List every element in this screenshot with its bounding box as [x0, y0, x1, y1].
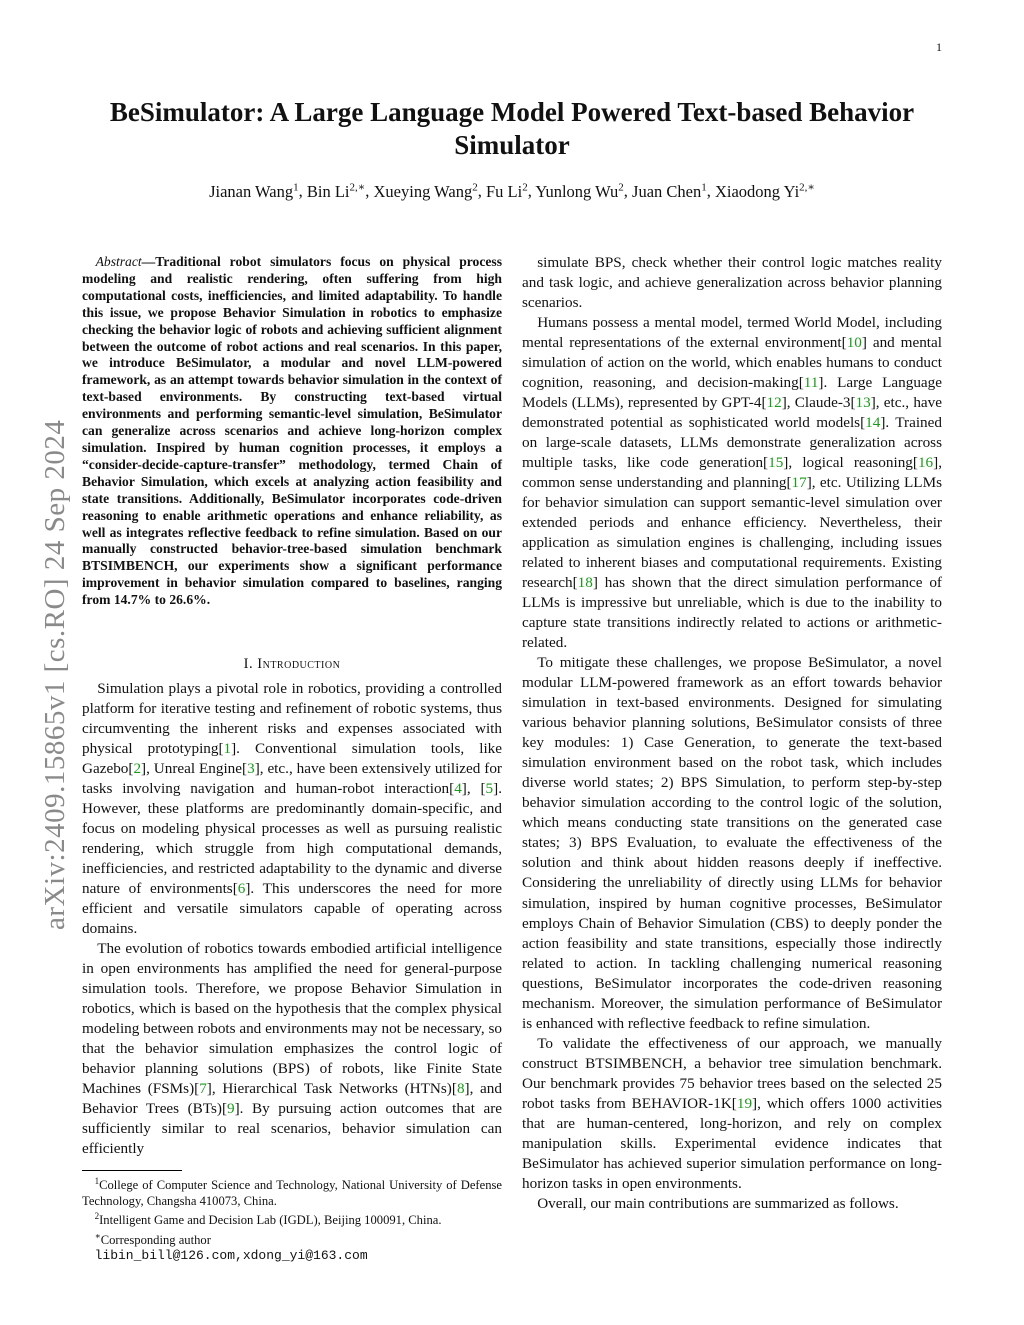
- author: Xiaodong $Yi^{2,∗}$: [714, 181, 815, 201]
- paragraph-text: ]. By pursuing action outcomes that are sufficiently similar to real scenarios, behavior simulation can efficiently: [82, 1100, 502, 1158]
- paragraph-text: ]. Large Language Models (LLMs), represented by GPT-4[: [522, 374, 942, 412]
- arxiv-identifier-stamp: arXiv:2409.15865v1 [cs.RO] 24 Sep 2024: [39, 419, 71, 930]
- section-heading-introduction: I. Introduction: [243, 656, 341, 672]
- paragraph-text: ], common sense understanding and planning[: [522, 454, 942, 492]
- author: Xueying Wang$^2$: [373, 181, 478, 201]
- paragraph-text: ], etc., have demonstrated potential as sophisticated world models[: [522, 394, 942, 432]
- paper-title: BeSimulator: A Large Language Model Powered Text-based Behavior Simulator: [109, 97, 915, 160]
- paragraph-text: ], logical reasoning[: [783, 454, 918, 472]
- abstract-label: Abstract: [95, 254, 142, 269]
- abstract-text: —Traditional robot simulators focus on physical process modeling and realistic rendering, often suffering from high computational costs, inefficiencies, and limited adaptability. To handle this issue, we propose Behavior Simulation in robotics to emphasize checking the behavior logic of robots and achieving sufficient alignment between the outcome of robot actions and real scenarios. In this paper, we introduce BeSimulator, a modular and novel LLM-powered framework, as an attempt towards behavior simulation in the context of text-based environments. By constructing text-based virtual environments and performing semantic-level simulation, BeSimulator can generalize across scenarios and achieve long-horizon complex simulation. Inspired by human cognition processes, it employs a “consider-decide-capture-transfer” methodology, termed Chain of Behavior Simulation, which excels at analyzing action feasibility and state transitions. Additionally, BeSimulator incorporates code-driven reasoning to enable arithmetic operations and enhance reliability, as well as integrates reflective feedback to refine simulation. Based on our manually constructed behavior-tree-based simulation benchmark BTSIMBENCH, our experiments show a significant performance improvement in behavior simulation compared to baselines, ranging from 14.7% to 26.6%.: [82, 254, 502, 608]
- citation-link[interactable]: 4: [454, 780, 462, 798]
- body-paragraph: [522, 1194, 942, 1214]
- footnote: $^2$Intelligent Game and Decision Lab (IGDL), Beijing 100091, China.: [94, 1211, 442, 1228]
- citation-link[interactable]: 5: [485, 780, 494, 798]
- citation-link[interactable]: 2: [133, 760, 142, 778]
- paragraph-text: ]. Conventional simulation tools, like Gazebo[: [82, 740, 502, 778]
- paragraph-text: simulate BPS, check whether their control logic matches reality and task logic, and achieve generalization across behavior planning scenarios.: [522, 254, 942, 312]
- citation-link[interactable]: 10: [846, 334, 862, 352]
- abstract: [82, 254, 502, 609]
- paragraph-text: To mitigate these challenges, we propose BeSimulator, a novel modular LLM-powered framework as an effort towards behavior simulation in text-based environments. Designed for simulating various behavior planning solutions, BeSimulator consists of three key modules: 1) Case Generation, to generate the text-based simulation environment based on the robot task, which includes diverse world states; 2) BPS Simulation, to perform step-by-step behavior simulation according to the control logic of the solution, which means conducting state transitions on the generated case states; 3) BPS Evaluation, to evaluate the effectiveness of the solution and think about hidden reasons deeply if ineffective. Considering the unreliability of directly using LLMs for behavior simulation, inspired by human cognitive processes, BeSimulator employs Chain of Behavior Simulation (CBS) to deeply ponder the action feasibility and state transitions, especially those indirectly related to action. In tackling challenging numerical reasoning questions, BeSimulator incorporates the code-driven reasoning mechanism. Moreover, the simulation performance of BeSimulator is enhanced with reflective feedback to refine simulation.: [522, 654, 942, 1032]
- citation-link[interactable]: 11: [803, 374, 819, 392]
- paragraph-text: ], [: [461, 780, 486, 798]
- left-column-body: [82, 679, 502, 1159]
- footnotes: [82, 1174, 502, 1264]
- citation-link[interactable]: 13: [855, 394, 871, 412]
- citation-link[interactable]: 15: [768, 454, 784, 472]
- citation-link[interactable]: 19: [736, 1094, 753, 1112]
- paragraph-text: ], Claude-3[: [781, 394, 856, 412]
- citation-link[interactable]: 18: [577, 574, 593, 592]
- citation-link[interactable]: 6: [237, 880, 246, 898]
- body-paragraph: [82, 679, 502, 939]
- footnote-emails: libin_bill@126.com,xdong_yi@163.com: [94, 1248, 368, 1264]
- author: Fu Li$^2$: [486, 181, 528, 201]
- paragraph-text: ], etc. Utilizing LLMs for behavior simulation can support semantic-level simulation over extended periods and enhance efficiency. Nevertheless, their application as simulation engines is challenging, including issues related to inherent biases and computational requirements. Existing research[: [522, 474, 942, 592]
- paragraph-text: Humans possess a mental model, termed World Model, including mental representations of the external environment[: [522, 314, 942, 352]
- citation-link[interactable]: 1: [223, 740, 232, 758]
- citation-link[interactable]: 8: [456, 1080, 465, 1098]
- paragraph-text: ]. Trained on large-scale datasets, LLMs demonstrate generalization across multiple tasks, like code generation[: [522, 414, 942, 472]
- footnote: ∗Corresponding author: [94, 1230, 211, 1247]
- paragraph-text: ] and mental simulation of action on the world, which enables humans to conduct cognition, reasoning, and decision-making[: [522, 334, 942, 392]
- body-paragraph: [522, 253, 942, 313]
- citation-link[interactable]: 3: [247, 760, 255, 778]
- footnote: $^1$College of Computer Science and Technology, National University of Defense Technology, Changsha 410073, China.: [82, 1176, 502, 1208]
- paragraph-text: To validate the effectiveness of our approach, we manually construct BTSIMBENCH, a behavior tree simulation benchmark. Our benchmark provides 75 behavior trees based on the selected 25 robot tasks from BEHAVIOR-1K[: [522, 1034, 942, 1112]
- citation-link[interactable]: 9: [227, 1100, 235, 1118]
- paragraph-text: ], and Behavior Trees (BTs)[: [82, 1080, 502, 1118]
- author-list: Jianan Wang$^1$, Bin $Li^{2,∗}$, Xueying Wang$^2$, Fu Li$^2$, Yunlong Wu$^2$, Juan Chen$^1$, Xiaodong $Yi^{2,∗}$: [209, 181, 815, 201]
- body-paragraph: [522, 653, 942, 1033]
- paragraph-text: Simulation plays a pivotal role in robotics, providing a controlled platform for iterative testing and refinement of robotic systems, thus circumventing the inherent risks and expenses associated with physical prototyping[: [82, 680, 502, 758]
- paragraph-text: The evolution of robotics towards embodied artificial intelligence in open environments has amplified the need for general-purpose simulation tools. Therefore, we propose Behavior Simulation in robotics, which is based on the hypothesis that the complex physical modeling between robots and environments may not be necessary, so that the behavior simulation emphasizes the control logic of behavior planning solutions (BPS) of robots, like Finite State Machines (FSMs)[: [82, 940, 502, 1098]
- author: Juan Chen$^1$: [632, 181, 707, 201]
- author: Bin $Li^{2,∗}$: [306, 181, 366, 201]
- paragraph-text: ]. This underscores the need for more efficient and versatile simulators capable of operating across domains.: [82, 880, 502, 938]
- body-paragraph: [82, 939, 502, 1159]
- paragraph-text: ], which offers 1000 activities that are human-centered, long-horizon, and rely on complex manipulation skills. Experimental evidence indicates that BeSimulator has achieved superior simulation performance on long-horizon tasks in open environments.: [522, 1094, 942, 1192]
- body-paragraph: [522, 313, 942, 653]
- page-number: 1: [936, 40, 942, 54]
- paragraph-text: ], Unreal Engine[: [141, 760, 248, 778]
- citation-link[interactable]: 7: [199, 1080, 207, 1098]
- paragraph-text: ], etc., have been extensively utilized for tasks involving navigation and human-robot interaction[: [82, 760, 502, 798]
- citation-link[interactable]: 17: [791, 474, 807, 492]
- paragraph-text: ], Hierarchical Task Networks (HTNs)[: [206, 1080, 457, 1098]
- paragraph-text: Overall, our main contributions are summarized as follows.: [537, 1194, 899, 1212]
- citation-link[interactable]: 12: [766, 394, 782, 412]
- citation-link[interactable]: 16: [917, 454, 934, 472]
- citation-link[interactable]: 14: [865, 414, 881, 432]
- footnote-divider: [82, 1170, 182, 1171]
- body-paragraph: [522, 1034, 942, 1194]
- paragraph-text: ]. However, these platforms are predominantly domain-specific, and focus on modeling physical processes as well as pursuing realistic rendering, which struggle from high computational demands, inefficiencies, and restricted adaptability to the dynamic and diverse nature of environments[: [82, 780, 502, 898]
- author: Yunlong Wu$^2$: [535, 181, 624, 201]
- paragraph-text: ] has shown that the direct simulation performance of LLMs is impressive but unreliable, which is due to the inability to capture state transitions indirectly related to actions or arithmetic-related.: [522, 574, 942, 652]
- author: Jianan Wang$^1$: [209, 181, 299, 201]
- right-column-body: [522, 253, 942, 1214]
